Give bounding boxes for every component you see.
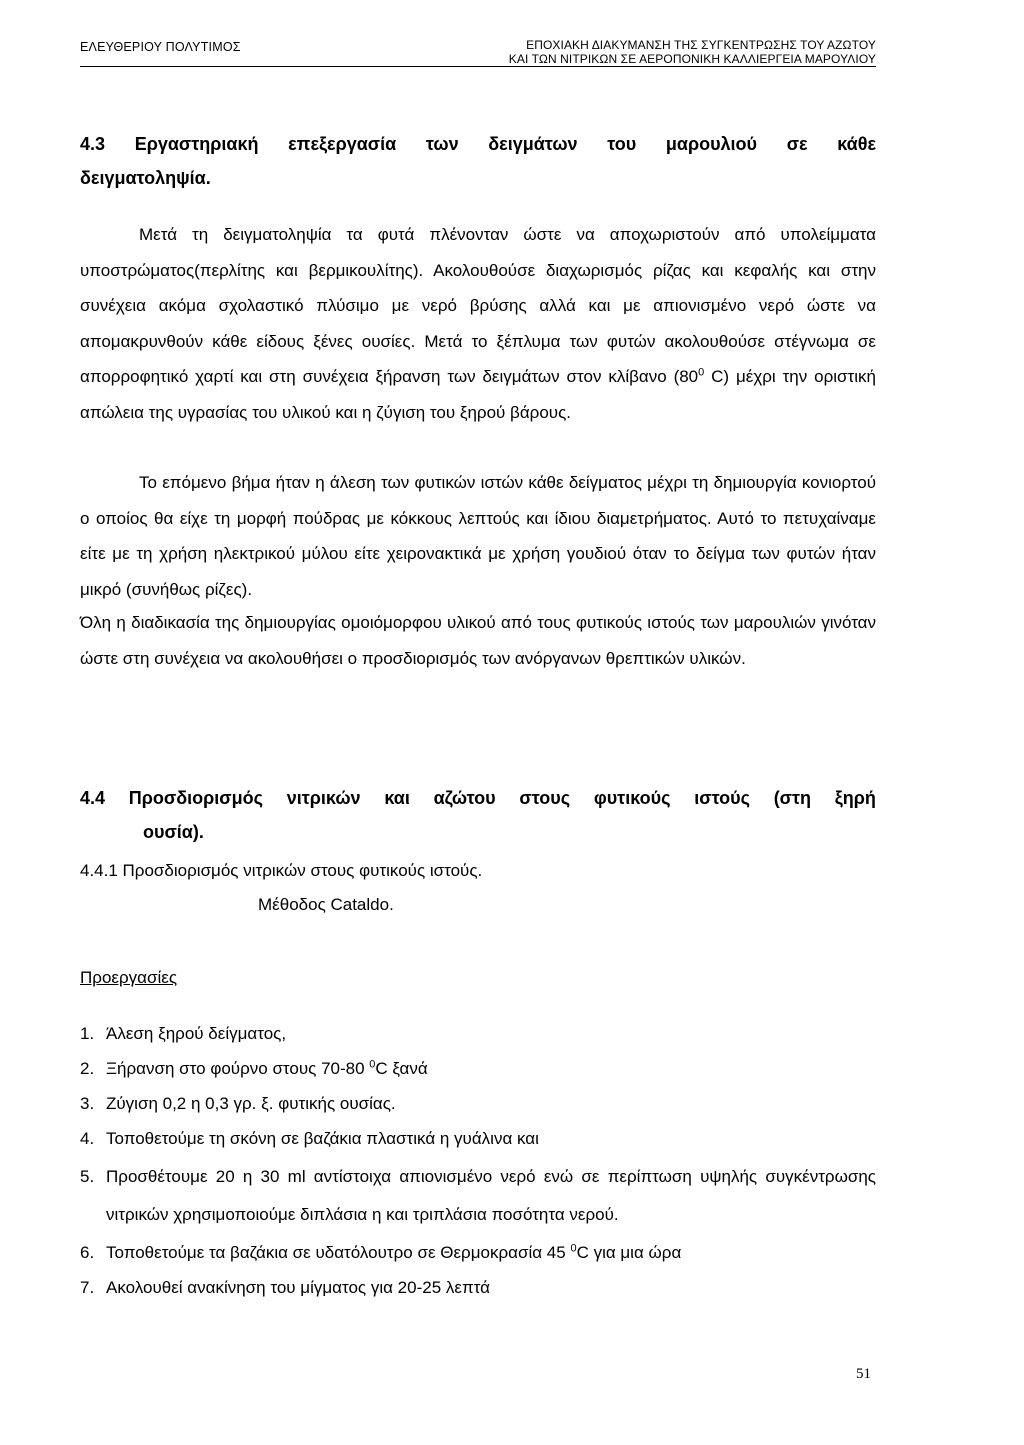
step-number: 2. (80, 1059, 95, 1078)
header-title (509, 38, 876, 66)
heading-word: σε (786, 134, 808, 154)
heading-word: (στη (773, 788, 812, 808)
header-title-line2: ΚΑΙ ΤΩΝ ΝΙΤΡΙΚΩΝ ΣΕ ΑΕΡΟΠΟΝΙΚΗ ΚΑΛΛΙΕΡΓΕΙΑ ΜΑΡΟΥΛΙΟΥ (508, 52, 876, 66)
list-item (80, 1158, 876, 1234)
section-heading-4-3 (80, 127, 876, 195)
section-number: 4.4 (80, 788, 106, 808)
heading-word: αζώτου (433, 788, 496, 808)
step-text: C ξανά (375, 1059, 428, 1078)
section-number: 4.3 (80, 134, 106, 154)
section-heading-line2: ουσία). (143, 822, 204, 842)
step-number: 5. (80, 1167, 95, 1186)
list-item (80, 1053, 876, 1085)
step-text: Ξήρανση στο φούρνο στους 70-80 (106, 1059, 370, 1078)
step-text: C για μια ώρα (576, 1243, 682, 1262)
subsection-heading: 4.4.1 Προσδιορισμός νιτρικών στους φυτικούς ιστούς. (80, 861, 483, 880)
paragraph-text: Μετά τη δειγματοληψία τα φυτά πλένονταν ώστε να αποχωριστούν από υπολείμματα υποστρώματος(περλίτης και βερμικουλίτης). Ακολουθούσε διαχωρισμός ρίζας και κεφαλής και στην συνέχεια ακόμα σχολαστικό πλύσιμο με νερό βρύσης αλλά και με απιονισμένο νερό ώστε να απομακρυνθούν κάθε είδους ξένες ουσίες. Μετά το ξέπλυμα των φυτών ακολουθούσε στέγνωμα σε απορροφητικό χαρτί και στη συνέχεια ξήρανση των δειγμάτων στον κλίβανο (80 (80, 225, 876, 387)
section-heading-line2: δειγματοληψία. (80, 168, 211, 188)
degree-superscript: 0 (698, 366, 705, 379)
heading-word: Εργαστηριακή (134, 134, 259, 154)
heading-word: ιστούς (694, 788, 750, 808)
list-item (80, 1018, 876, 1050)
heading-word: Προσδιορισμός (128, 788, 263, 808)
header-author: ΕΛΕΥΘΕΡΙΟΥ ΠΟΛΥΤΙΜΟΣ (80, 40, 241, 54)
page-header (80, 36, 876, 96)
paragraph-grinding: Το επόμενο βήμα ήταν η άλεση των φυτικών ιστών κάθε δείγματος μέχρι τη δημιουργία κονιορτού ο οποίος θα είχε τη μορφή πούδρας με κόκκους λεπτούς και ίδιου διαμετρήματος. Αυτό το πετυχαίναμε είτε με τη χρήση ηλεκτρικού μύλου είτε χειρονακτικά με χρήση γουδιού όταν το δείγμα των φυτών ήταν μικρό (συνήθως ρίζες). (80, 473, 876, 599)
header-title-line1: ΕΠΟΧΙΑΚΗ ΔΙΑΚΥΜΑΝΣΗ ΤΗΣ ΣΥΓΚΕΝΤΡΩΣΗΣ ΤΟΥ ΑΖΩΤΟΥ (526, 38, 876, 52)
page-number: 51 (856, 1366, 871, 1382)
step-number: 4. (80, 1129, 95, 1148)
step-number: 6. (80, 1243, 95, 1262)
preparation-title: Προεργασίες (80, 968, 178, 987)
heading-word: στους (519, 788, 571, 808)
heading-word: επεξεργασία (288, 134, 397, 154)
heading-word: νιτρικών (286, 788, 361, 808)
step-text: Προσθέτουμε 20 η 30 ml αντίστοιχα απιονισμένο νερό ενώ σε περίπτωση υψηλής συγκέντρωσης νιτρικών χρησιμοποιούμε διπλάσια η και τριπλάσια ποσότητα νερού. (106, 1167, 876, 1224)
heading-word: και (384, 788, 410, 808)
step-number: 7. (80, 1278, 95, 1297)
section-heading-4-4 (80, 781, 876, 849)
degree-superscript: 0 (369, 1058, 376, 1071)
list-item (80, 1123, 876, 1155)
method-title: Μέθοδος Cataldo. (258, 895, 394, 914)
heading-word: φυτικούς (593, 788, 671, 808)
step-text: Άλεση ξηρού δείγματος, (106, 1024, 287, 1043)
heading-word: κάθε (837, 134, 876, 154)
step-number: 3. (80, 1094, 95, 1113)
list-item (80, 1237, 876, 1269)
heading-word: ξηρή (834, 788, 876, 808)
paragraph-text: C) μέχρι την οριστική απώλεια της υγρασίας του υλικού και η ζύγιση του ξηρού βάρους. (80, 367, 876, 422)
heading-word: μαρουλιού (665, 134, 758, 154)
heading-word: των (425, 134, 459, 154)
step-text: Ζύγιση 0,2 η 0,3 γρ. ξ. φυτικής ουσίας. (106, 1094, 396, 1113)
paragraph-washing (80, 217, 876, 431)
step-text: Ακολουθεί ανακίνηση του μίγματος για 20-25 λεπτά (106, 1278, 490, 1297)
list-item (80, 1272, 876, 1304)
section-heading-line1 (80, 127, 876, 161)
header-rule (80, 66, 876, 67)
step-text: Τοποθετούμε τα βαζάκια σε υδατόλουτρο σε Θερμοκρασία 45 (106, 1243, 571, 1262)
list-item (80, 1088, 876, 1120)
paragraph-procedure: Όλη η διαδικασία της δημιουργίας ομοιόμορφου υλικού από τους φυτικούς ιστούς των μαρουλιών γινόταν ώστε στη συνέχεια να ακολουθήσει ο προσδιορισμός των ανόργανων θρεπτικών υλικών. (80, 613, 876, 668)
step-text: Τοποθετούμε τη σκόνη σε βαζάκια πλαστικά η γυάλινα και (106, 1129, 539, 1148)
preparation-steps (80, 1018, 876, 1307)
section-heading-line1 (80, 781, 876, 815)
degree-superscript: 0 (570, 1242, 577, 1255)
step-number: 1. (80, 1024, 95, 1043)
heading-word: του (607, 134, 637, 154)
heading-word: δειγμάτων (488, 134, 578, 154)
